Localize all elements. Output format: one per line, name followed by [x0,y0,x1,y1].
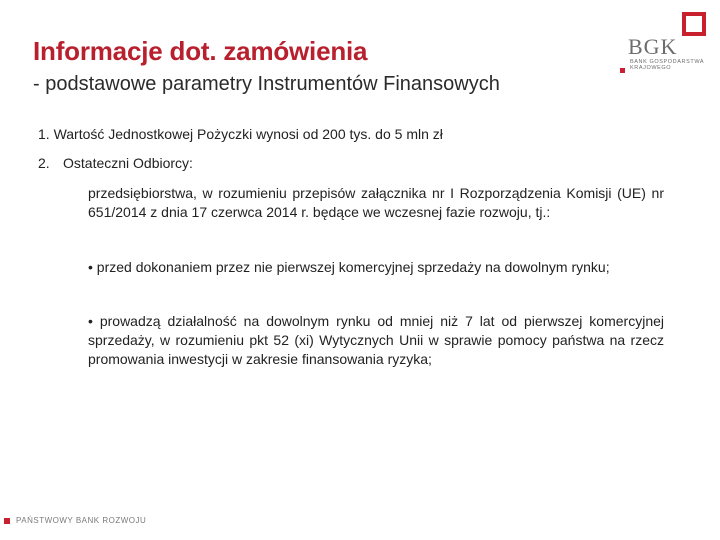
page-title: Informacje dot. zamówienia [33,36,368,66]
loan-value-amount: od 200 tys. do 5 mln zł [302,126,443,142]
logo-square-icon [682,12,706,36]
loan-value-label: 1. Wartość Jednostkowej Pożyczki wynosi [38,126,303,142]
footer-mark-icon [4,518,10,524]
bullet-before-first-sale: • przed dokonaniem przez nie pierwszej komercyjnej sprzedaży na dowolnym rynku; [88,259,610,275]
logo-dot-icon [620,68,625,73]
list-item-loan-value [38,126,443,142]
recipients-definition: przedsiębiorstwa, w rozumieniu przepisów załącznika nr I Rozporządzenia Komisji (UE) nr 651/2014 z dnia 17 czerwca 2014 r. będące we wczesnej fazie rozwoju, tj.: [88,185,664,220]
page-subtitle: - podstawowe parametry Instrumentów Finansowych [33,73,500,95]
logo-name: BGK [628,34,678,59]
bgk-logo [618,12,718,82]
list-item-recipients [38,155,193,171]
logo-subtitle: BANK GOSPODARSTWA KRAJOWEGO [630,59,704,71]
footer-text: PAŃSTWOWY BANK ROZWOJU [16,516,147,525]
bullet-under-seven-years: • prowadzą działalność na dowolnym rynku od mniej niż 7 lat od pierwszej komercyjnej sprzedaży, w rozumieniu pkt 52 (xi) Wytycznych Unii w sprawie pomocy państwa na rzecz promowania inwestycji w zakresie finansowania ryzyka; [88,313,664,367]
footer [4,516,146,525]
recipients-number: 2. [38,155,50,171]
recipients-label: Ostateczni Odbiorcy: [63,155,193,171]
